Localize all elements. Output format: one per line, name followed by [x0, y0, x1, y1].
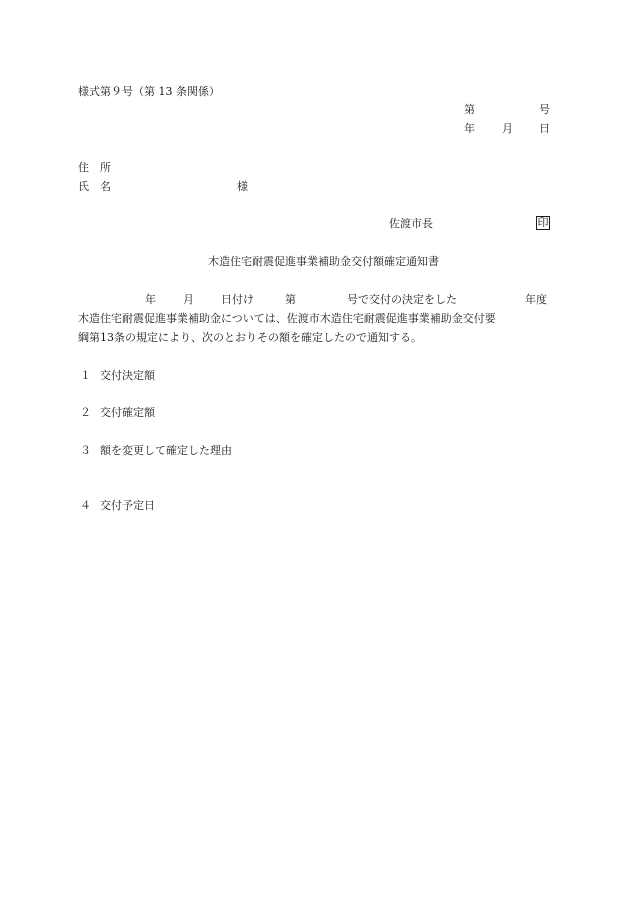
body-year: 年 [145, 293, 156, 306]
body-line-2: 木造住宅耐震促進事業補助金については、佐渡市木造住宅耐震促進事業補助金交付要 [78, 312, 496, 325]
seal-mark: 印 [537, 216, 549, 229]
list-item-label: 交付確定額 [100, 406, 155, 419]
body-date-suffix: 日付け [221, 293, 254, 306]
body-dai: 第 [285, 293, 296, 306]
list-item-3 [80, 445, 232, 456]
form-identifier: 様式第９号（第 13 条関係） [78, 85, 220, 98]
list-item-label: 額を変更して確定した理由 [100, 444, 232, 457]
doc-date-year: 年 [464, 122, 475, 135]
list-item-2 [80, 407, 155, 418]
body-line-3: 綱第13条の規定により、次のとおりその額を確定したので通知する。 [78, 331, 422, 344]
document-title: 木造住宅耐震促進事業補助金交付額確定通知書 [208, 255, 439, 268]
list-item-number: １ [80, 369, 91, 382]
body-month: 月 [183, 293, 194, 306]
list-item-label: 交付決定額 [100, 369, 155, 382]
list-item-4 [80, 500, 155, 511]
recipient-name-label: 氏 名 [78, 180, 111, 193]
list-item-1 [80, 370, 155, 381]
issuer-title: 佐渡市長 [389, 217, 433, 230]
doc-number-go: 号 [539, 103, 550, 116]
body-fiscal-year: 年度 [525, 293, 547, 306]
list-item-number: ４ [80, 499, 91, 512]
list-item-label: 交付予定日 [100, 499, 155, 512]
doc-number-dai: 第 [464, 103, 475, 116]
recipient-address-label: 住 所 [78, 161, 111, 174]
body-go-phrase: 号で交付の決定をした [347, 293, 457, 306]
doc-date-day: 日 [539, 122, 550, 135]
list-item-number: ２ [80, 406, 91, 419]
doc-date-month: 月 [502, 122, 513, 135]
list-item-number: ３ [80, 444, 91, 457]
recipient-honorific: 様 [237, 180, 248, 193]
